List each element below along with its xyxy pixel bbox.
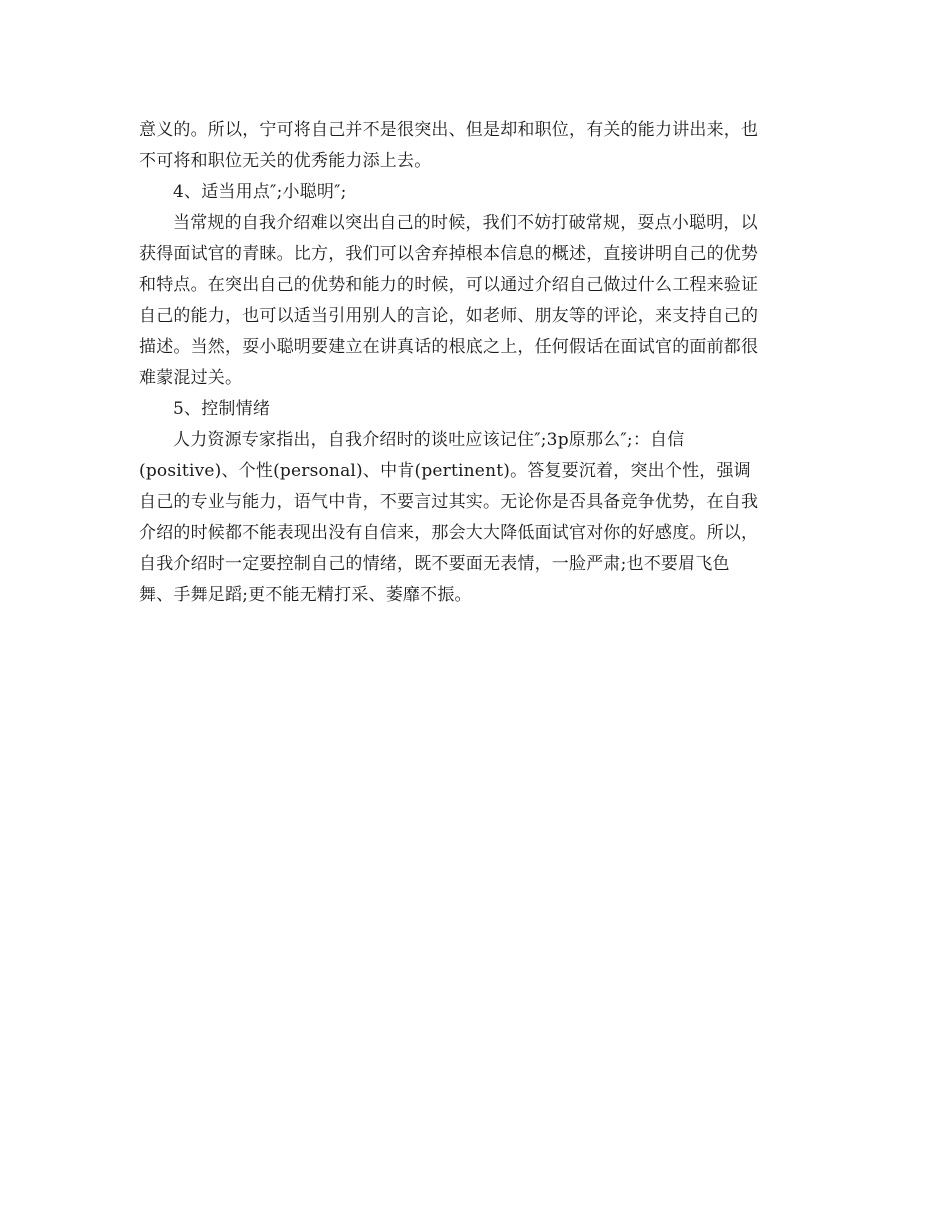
text-line-12: (positive)、个性(personal)、中肯(pertinent)。答复要沉着，突出个性，强调	[139, 461, 751, 481]
text-line-9: 难蒙混过关。	[139, 368, 243, 388]
text-line-16: 舞、手舞足蹈;更不能无精打采、萎靡不振。	[139, 585, 472, 605]
text-line-8: 描述。当然，耍小聪明要建立在讲真话的根底之上，任何假话在面试官的面前都很	[139, 337, 759, 357]
text-line-11: 人力资源专家指出，自我介绍时的谈吐应该记住″;3p原那么″;：自信	[173, 430, 685, 450]
text-line-5: 获得面试官的青睐。比方，我们可以舍弃掉根本信息的概述，直接讲明自己的优势	[139, 244, 759, 264]
text-line-13: 自己的专业与能力，语气中肯，不要言过其实。无论你是否具备竞争优势，在自我	[139, 492, 759, 512]
text-line-4: 当常规的自我介绍难以突出自己的时候，我们不妨打破常规，耍点小聪明，以	[173, 213, 758, 233]
text-line-7: 自己的能力，也可以适当引用别人的言论，如老师、朋友等的评论，来支持自己的	[139, 306, 759, 326]
text-line-2: 不可将和职位无关的优秀能力添上去。	[139, 151, 432, 171]
section-heading-4: 4、适当用点″;小聪明″;	[173, 182, 347, 202]
text-line-1: 意义的。所以，宁可将自己并不是很突出、但是却和职位，有关的能力讲出来，也	[139, 120, 759, 140]
text-line-6: 和特点。在突出自己的优势和能力的时候，可以通过介绍自己做过什么工程来验证	[139, 275, 759, 295]
section-heading-5: 5、控制情绪	[173, 399, 271, 419]
document-body	[139, 115, 819, 611]
text-line-14: 介绍的时候都不能表现出没有自信来，那会大大降低面试官对你的好感度。所以，	[139, 523, 759, 543]
text-line-15: 自我介绍时一定要控制自己的情绪，既不要面无表情，一脸严肃;也不要眉飞色	[139, 554, 730, 574]
